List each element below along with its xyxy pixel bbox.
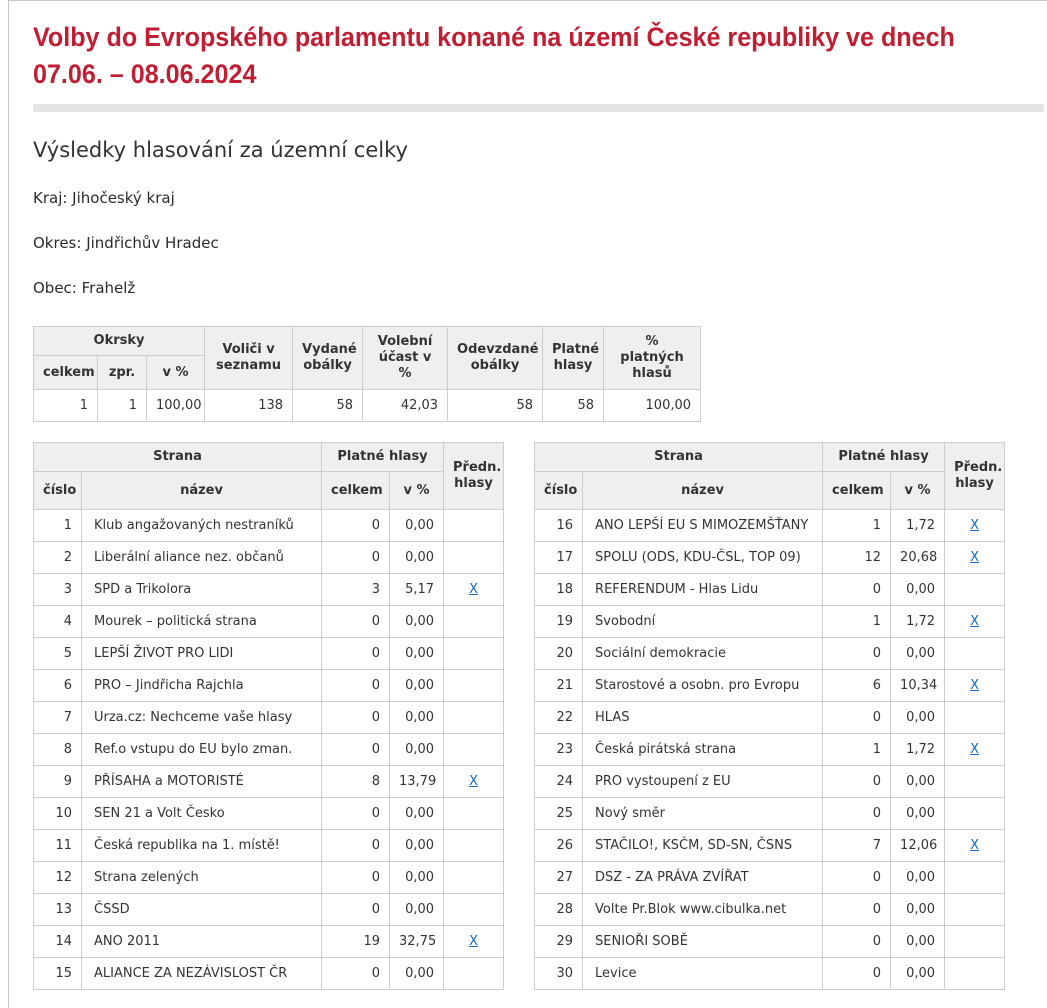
- party-row: [34, 542, 504, 574]
- party-name: SEN 21 a Volt Česko: [82, 798, 322, 830]
- value-okrsky-zpr: 1: [98, 390, 147, 422]
- party-number: 21: [535, 670, 583, 702]
- party-table-right: [534, 442, 1005, 990]
- party-row: [34, 574, 504, 606]
- content-area: [8, 0, 1047, 1008]
- header-nazev: název: [583, 472, 823, 510]
- party-name: Strana zelených: [82, 862, 322, 894]
- party-number: 11: [34, 830, 82, 862]
- party-number: 3: [34, 574, 82, 606]
- summary-table: [33, 326, 701, 422]
- party-votes: 0: [823, 894, 891, 926]
- party-name: SPD a Trikolora: [82, 574, 322, 606]
- header-platne-hlasy: Platné hlasy: [823, 443, 945, 472]
- party-votes: 0: [823, 766, 891, 798]
- header-volici-v-seznamu: Voliči v seznamu: [205, 327, 293, 390]
- party-percent: 0,00: [891, 798, 945, 830]
- party-number: 14: [34, 926, 82, 958]
- party-row: [34, 734, 504, 766]
- header-predn-hlasy: Předn. hlasy: [444, 443, 504, 510]
- header-okrsky-zpr: zpr.: [98, 356, 147, 390]
- pref-votes-link[interactable]: X: [970, 518, 980, 533]
- header-celkem: celkem: [322, 472, 390, 510]
- party-row: [535, 574, 1005, 606]
- party-name: DSZ - ZA PRÁVA ZVÍŘAT: [583, 862, 823, 894]
- party-name: SENIOŘI SOBĚ: [583, 926, 823, 958]
- party-row: [34, 862, 504, 894]
- header-celkem: celkem: [823, 472, 891, 510]
- party-number: 15: [34, 958, 82, 990]
- party-row: [535, 542, 1005, 574]
- party-votes: 0: [823, 862, 891, 894]
- header-okrsky-celkem: celkem: [34, 356, 98, 390]
- pref-votes-cell: [444, 670, 504, 702]
- party-number: 6: [34, 670, 82, 702]
- header-vydane-obalky: Vydané obálky: [293, 327, 363, 390]
- pref-votes-cell: [444, 702, 504, 734]
- value-volebni-ucast: 42,03: [363, 390, 448, 422]
- party-table-left: [33, 442, 504, 990]
- region-obec: Obec: Frahelž: [33, 279, 136, 297]
- pref-votes-cell: [945, 830, 1005, 862]
- party-row: [535, 734, 1005, 766]
- party-name: Levice: [583, 958, 823, 990]
- party-row: [535, 798, 1005, 830]
- party-votes: 0: [823, 798, 891, 830]
- pref-votes-cell: [945, 542, 1005, 574]
- pref-votes-cell: [444, 574, 504, 606]
- party-votes: 0: [322, 542, 390, 574]
- party-row: [535, 670, 1005, 702]
- party-number: 27: [535, 862, 583, 894]
- party-row: [535, 862, 1005, 894]
- party-percent: 0,00: [390, 670, 444, 702]
- party-percent: 0,00: [891, 958, 945, 990]
- pref-votes-cell: [945, 510, 1005, 542]
- pref-votes-link[interactable]: X: [970, 550, 980, 565]
- party-votes: 12: [823, 542, 891, 574]
- pref-votes-link[interactable]: X: [970, 678, 980, 693]
- party-tables: [33, 442, 1047, 990]
- pref-votes-cell: [444, 894, 504, 926]
- party-votes: 0: [322, 798, 390, 830]
- party-row: [34, 510, 504, 542]
- value-platne-hlasy: 58: [543, 390, 604, 422]
- party-percent: 1,72: [891, 606, 945, 638]
- party-name: Sociální demokracie: [583, 638, 823, 670]
- party-percent: 0,00: [891, 766, 945, 798]
- party-row: [34, 798, 504, 830]
- party-row: [535, 638, 1005, 670]
- party-name: LEPŠÍ ŽIVOT PRO LIDI: [82, 638, 322, 670]
- party-number: 18: [535, 574, 583, 606]
- pref-votes-cell: [945, 702, 1005, 734]
- party-percent: 0,00: [390, 862, 444, 894]
- party-row: [34, 894, 504, 926]
- party-percent: 0,00: [390, 798, 444, 830]
- party-votes: 0: [322, 670, 390, 702]
- party-row: [34, 638, 504, 670]
- header-okrsky: Okrsky: [34, 327, 205, 356]
- party-percent: 0,00: [390, 638, 444, 670]
- pref-votes-cell: [444, 798, 504, 830]
- party-votes: 0: [322, 894, 390, 926]
- party-number: 2: [34, 542, 82, 574]
- party-percent: 0,00: [390, 542, 444, 574]
- party-percent: 0,00: [891, 574, 945, 606]
- party-votes: 1: [823, 734, 891, 766]
- party-number: 17: [535, 542, 583, 574]
- party-votes: 6: [823, 670, 891, 702]
- party-number: 5: [34, 638, 82, 670]
- party-number: 28: [535, 894, 583, 926]
- party-percent: 0,00: [390, 702, 444, 734]
- party-votes: 0: [322, 734, 390, 766]
- pref-votes-cell: [444, 766, 504, 798]
- party-percent: 0,00: [891, 638, 945, 670]
- pref-votes-cell: [945, 606, 1005, 638]
- region-kraj: Kraj: Jihočeský kraj: [33, 189, 175, 207]
- party-name: Mourek – politická strana: [82, 606, 322, 638]
- party-percent: 0,00: [891, 862, 945, 894]
- party-votes: 0: [322, 638, 390, 670]
- party-name: ALIANCE ZA NEZÁVISLOST ČR: [82, 958, 322, 990]
- party-votes: 0: [322, 510, 390, 542]
- header-platne-hlasy: Platné hlasy: [543, 327, 604, 390]
- party-row: [535, 702, 1005, 734]
- party-number: 24: [535, 766, 583, 798]
- value-pct-platnych-hlasu: 100,00: [604, 390, 701, 422]
- party-name: Česká republika na 1. místě!: [82, 830, 322, 862]
- party-name: ANO LEPŠÍ EU S MIMOZEMŠŤANY: [583, 510, 823, 542]
- pref-votes-cell: [945, 574, 1005, 606]
- party-name: ANO 2011: [82, 926, 322, 958]
- party-percent: 0,00: [891, 702, 945, 734]
- party-number: 7: [34, 702, 82, 734]
- party-number: 13: [34, 894, 82, 926]
- party-percent: 12,06: [891, 830, 945, 862]
- header-volebni-ucast: Volební účast v %: [363, 327, 448, 390]
- header-predn-hlasy: Předn. hlasy: [945, 443, 1005, 510]
- party-name: Liberální aliance nez. občanů: [82, 542, 322, 574]
- party-row: [535, 894, 1005, 926]
- party-row: [34, 830, 504, 862]
- party-name: ČSSD: [82, 894, 322, 926]
- party-name: Nový směr: [583, 798, 823, 830]
- header-strana: Strana: [535, 443, 823, 472]
- page-title-line2: 07.06. – 08.06.2024: [33, 59, 257, 89]
- party-votes: 1: [823, 606, 891, 638]
- party-percent: 10,34: [891, 670, 945, 702]
- header-v-pct: v %: [390, 472, 444, 510]
- party-votes: 8: [322, 766, 390, 798]
- party-votes: 1: [823, 510, 891, 542]
- party-percent: 1,72: [891, 510, 945, 542]
- summary-values-row: [34, 390, 701, 422]
- pref-votes-link[interactable]: X: [970, 742, 980, 757]
- party-name: Svobodní: [583, 606, 823, 638]
- pref-votes-cell: [945, 766, 1005, 798]
- value-volici-v-seznamu: 138: [205, 390, 293, 422]
- party-percent: 0,00: [390, 734, 444, 766]
- pref-votes-cell: [945, 638, 1005, 670]
- party-row: [34, 926, 504, 958]
- party-number: 1: [34, 510, 82, 542]
- pref-votes-cell: [945, 798, 1005, 830]
- pref-votes-link[interactable]: X: [970, 838, 980, 853]
- pref-votes-cell: [444, 542, 504, 574]
- party-percent: 0,00: [390, 958, 444, 990]
- party-number: 10: [34, 798, 82, 830]
- results-subtitle: Výsledky hlasování za územní celky: [33, 138, 408, 162]
- party-row: [535, 606, 1005, 638]
- party-name: Urza.cz: Nechceme vaše hlasy: [82, 702, 322, 734]
- party-row: [34, 766, 504, 798]
- party-votes: 7: [823, 830, 891, 862]
- value-okrsky-celkem: 1: [34, 390, 98, 422]
- pref-votes-link[interactable]: X: [469, 934, 478, 949]
- pref-votes-cell: [444, 606, 504, 638]
- party-percent: 0,00: [891, 894, 945, 926]
- party-number: 16: [535, 510, 583, 542]
- party-votes: 0: [823, 638, 891, 670]
- header-cislo: číslo: [535, 472, 583, 510]
- header-strana: Strana: [34, 443, 322, 472]
- header-pct-platnych-hlasu: % platných hlasů: [604, 327, 701, 390]
- pref-votes-cell: [945, 926, 1005, 958]
- party-number: 29: [535, 926, 583, 958]
- party-row: [34, 606, 504, 638]
- party-votes: 0: [823, 958, 891, 990]
- party-name: HLAS: [583, 702, 823, 734]
- pref-votes-link[interactable]: X: [469, 774, 478, 789]
- pref-votes-cell: [444, 638, 504, 670]
- pref-votes-cell: [444, 862, 504, 894]
- value-okrsky-v-pct: 100,00: [147, 390, 205, 422]
- party-name: SPOLU (ODS, KDU-ČSL, TOP 09): [583, 542, 823, 574]
- party-name: PŘÍSAHA a MOTORISTÉ: [82, 766, 322, 798]
- party-percent: 0,00: [390, 510, 444, 542]
- party-percent: 20,68: [891, 542, 945, 574]
- pref-votes-cell: [945, 862, 1005, 894]
- party-row: [535, 510, 1005, 542]
- party-row: [34, 670, 504, 702]
- party-number: 26: [535, 830, 583, 862]
- party-votes: 0: [322, 606, 390, 638]
- party-percent: 13,79: [390, 766, 444, 798]
- party-name: Starostové a osobn. pro Evropu: [583, 670, 823, 702]
- party-row: [535, 766, 1005, 798]
- pref-votes-link[interactable]: X: [970, 614, 980, 629]
- pref-votes-cell: [945, 734, 1005, 766]
- pref-votes-cell: [945, 670, 1005, 702]
- party-row: [34, 702, 504, 734]
- party-name: PRO – Jindřicha Rajchla: [82, 670, 322, 702]
- party-votes: 19: [322, 926, 390, 958]
- party-name: STAČILO!, KSČM, SD-SN, ČSNS: [583, 830, 823, 862]
- party-percent: 1,72: [891, 734, 945, 766]
- party-votes: 0: [322, 958, 390, 990]
- party-number: 4: [34, 606, 82, 638]
- party-row: [535, 926, 1005, 958]
- party-percent: 0,00: [390, 894, 444, 926]
- header-v-pct: v %: [891, 472, 945, 510]
- page-title: [33, 19, 955, 93]
- party-votes: 0: [322, 830, 390, 862]
- party-number: 20: [535, 638, 583, 670]
- party-name: Volte Pr.Blok www.cibulka.net: [583, 894, 823, 926]
- value-odevzdane-obalky: 58: [448, 390, 543, 422]
- party-percent: 32,75: [390, 926, 444, 958]
- party-number: 19: [535, 606, 583, 638]
- header-cislo: číslo: [34, 472, 82, 510]
- page-title-line1: Volby do Evropského parlamentu konané na území České republiky ve dnech: [33, 22, 955, 52]
- party-name: Ref.o vstupu do EU bylo zman.: [82, 734, 322, 766]
- pref-votes-link[interactable]: X: [469, 582, 478, 597]
- value-vydane-obalky: 58: [293, 390, 363, 422]
- pref-votes-cell: [444, 734, 504, 766]
- party-number: 30: [535, 958, 583, 990]
- party-percent: 0,00: [390, 606, 444, 638]
- party-percent: 0,00: [390, 830, 444, 862]
- party-row: [535, 830, 1005, 862]
- party-votes: 0: [823, 574, 891, 606]
- header-odevzdane-obalky: Odevzdané obálky: [448, 327, 543, 390]
- party-name: Klub angažovaných nestraníků: [82, 510, 322, 542]
- header-okrsky-v-pct: v %: [147, 356, 205, 390]
- party-number: 22: [535, 702, 583, 734]
- party-votes: 0: [322, 862, 390, 894]
- party-number: 9: [34, 766, 82, 798]
- party-name: Česká pirátská strana: [583, 734, 823, 766]
- party-name: PRO vystoupení z EU: [583, 766, 823, 798]
- party-votes: 0: [823, 926, 891, 958]
- party-number: 12: [34, 862, 82, 894]
- party-number: 8: [34, 734, 82, 766]
- party-votes: 0: [823, 702, 891, 734]
- party-number: 25: [535, 798, 583, 830]
- pref-votes-cell: [444, 830, 504, 862]
- party-number: 23: [535, 734, 583, 766]
- pref-votes-cell: [945, 894, 1005, 926]
- party-percent: 0,00: [891, 926, 945, 958]
- party-name: REFERENDUM - Hlas Lidu: [583, 574, 823, 606]
- pref-votes-cell: [444, 926, 504, 958]
- party-votes: 0: [322, 702, 390, 734]
- party-percent: 5,17: [390, 574, 444, 606]
- region-okres: Okres: Jindřichův Hradec: [33, 234, 219, 252]
- party-votes: 3: [322, 574, 390, 606]
- header-nazev: název: [82, 472, 322, 510]
- divider-bar: [33, 104, 1044, 112]
- header-platne-hlasy: Platné hlasy: [322, 443, 444, 472]
- pref-votes-cell: [444, 510, 504, 542]
